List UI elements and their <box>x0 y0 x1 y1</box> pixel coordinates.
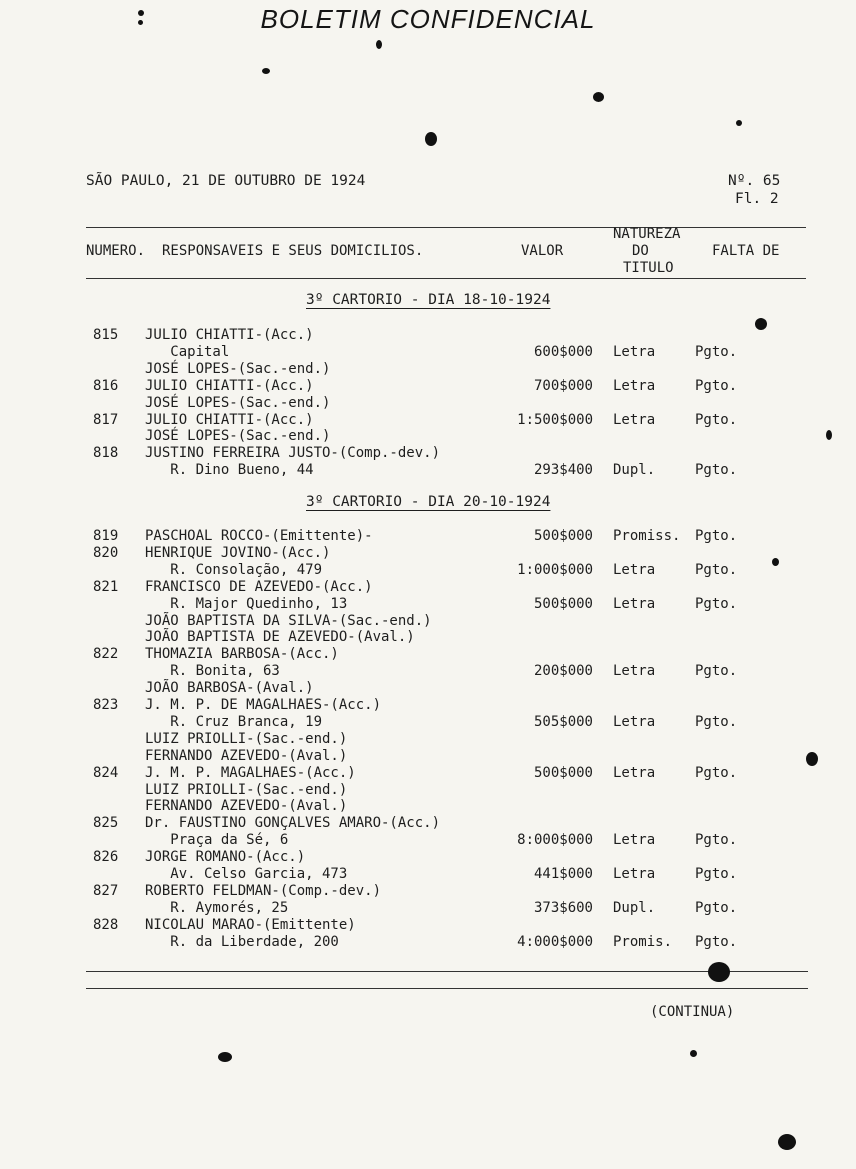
bulletin-number: Nº. 65 <box>728 173 781 189</box>
entry-number: 821 <box>93 578 119 595</box>
entry-responsible: R. Major Quedinho, 13 <box>145 595 348 612</box>
entry-responsible: JOSÉ LOPES-(Sac.-end.) <box>145 360 331 377</box>
ink-speck <box>593 92 604 102</box>
table-row <box>0 714 856 732</box>
table-row <box>0 528 856 546</box>
table-row <box>0 596 856 614</box>
ink-speck <box>772 558 779 566</box>
table-row <box>0 327 856 345</box>
entry-falta: Pgto. <box>695 343 738 360</box>
entry-falta: Pgto. <box>695 899 738 916</box>
entry-responsible: HENRIQUE JOVINO-(Acc.) <box>145 544 331 561</box>
ink-speck <box>138 20 143 25</box>
entry-responsible: JOÃO BARBOSA-(Aval.) <box>145 680 314 697</box>
entry-responsible: LUIZ PRIOLLI-(Sac.-end.) <box>145 781 348 798</box>
entry-responsible: JOSÉ LOPES-(Sac.-end.) <box>145 428 331 445</box>
table-row <box>0 412 856 430</box>
ink-speck <box>736 120 742 126</box>
entry-valor: 200$000 <box>533 663 593 680</box>
entry-natureza: Letra <box>613 764 656 781</box>
entry-falta: Pgto. <box>695 528 738 544</box>
entry-falta: Pgto. <box>695 595 738 612</box>
entry-responsible: PASCHOAL ROCCO-(Emittente)- <box>145 528 373 544</box>
table-row <box>0 562 856 580</box>
entry-valor: 600$000 <box>533 343 593 360</box>
table-row <box>0 731 856 749</box>
entry-responsible: LUIZ PRIOLLI-(Sac.-end.) <box>145 730 348 747</box>
entry-natureza: Letra <box>613 343 656 360</box>
table-row <box>0 934 856 952</box>
entry-responsible: JORGE ROMANO-(Acc.) <box>145 849 306 866</box>
entry-responsible: JUSTINO FERREIRA JUSTO-(Comp.-dev.) <box>145 445 441 462</box>
entry-falta: Pgto. <box>695 933 738 950</box>
entry-responsible: R. Bonita, 63 <box>145 663 280 680</box>
entry-number: 828 <box>93 916 119 933</box>
table-row <box>0 680 856 698</box>
table-row <box>0 798 856 816</box>
entry-natureza: Promiss. <box>613 528 681 544</box>
entry-responsible: THOMAZIA BARBOSA-(Acc.) <box>145 646 339 663</box>
entry-number: 826 <box>93 849 119 866</box>
col-header-titulo: TITULO <box>623 260 674 276</box>
entry-falta: Pgto. <box>695 663 738 680</box>
entry-number: 816 <box>93 377 119 394</box>
table-row <box>0 646 856 664</box>
entry-number: 822 <box>93 646 119 663</box>
entry-responsible: J. M. P. DE MAGALHAES-(Acc.) <box>145 697 382 713</box>
entry-natureza: Dupl. <box>613 462 656 479</box>
entry-number: 827 <box>93 882 119 899</box>
table-row <box>0 545 856 563</box>
entry-falta: Pgto. <box>695 764 738 781</box>
header-top-rule <box>86 227 806 228</box>
entry-responsible: JULIO CHIATTI-(Acc.) <box>145 411 314 428</box>
entry-valor: 4:000$000 <box>517 933 593 950</box>
entry-valor: 441$000 <box>533 866 593 882</box>
entry-falta: Pgto. <box>695 866 738 882</box>
entry-responsible: R. Consolação, 479 <box>145 561 323 578</box>
entry-falta: Pgto. <box>695 462 738 479</box>
entry-natureza: Letra <box>613 411 656 428</box>
entry-responsible: R. Cruz Branca, 19 <box>145 713 323 730</box>
entry-valor: 373$600 <box>533 899 593 916</box>
ink-speck <box>425 132 437 146</box>
entry-falta: Pgto. <box>695 713 738 730</box>
table-row <box>0 361 856 379</box>
entry-falta: Pgto. <box>695 377 738 394</box>
table-row <box>0 832 856 850</box>
table-row <box>0 428 856 446</box>
entry-responsible: Av. Celso Garcia, 473 <box>145 866 348 882</box>
col-header-valor: VALOR <box>521 243 564 259</box>
document-title: BOLETIM CONFIDENCIAL <box>260 4 596 34</box>
entry-valor: 1:500$000 <box>517 411 593 428</box>
entry-responsible: Capital <box>145 343 230 360</box>
ink-speck <box>138 10 144 16</box>
table-row <box>0 883 856 901</box>
entry-responsible: JOSÉ LOPES-(Sac.-end.) <box>145 394 331 411</box>
table-row <box>0 765 856 783</box>
entry-number: 815 <box>93 327 119 343</box>
entry-valor: 500$000 <box>533 595 593 612</box>
table-row <box>0 378 856 396</box>
entry-responsible: Dr. FAUSTINO GONÇALVES AMARO-(Acc.) <box>145 815 441 832</box>
entry-responsible: JULIO CHIATTI-(Acc.) <box>145 377 314 394</box>
ink-speck <box>690 1050 697 1057</box>
entry-responsible: JULIO CHIATTI-(Acc.) <box>145 327 314 343</box>
entry-responsible: JOÃO BAPTISTA DA SILVA-(Sac.-end.) <box>145 612 432 629</box>
ink-speck <box>755 318 767 330</box>
entry-responsible: J. M. P. MAGALHAES-(Acc.) <box>145 764 356 781</box>
entry-falta: Pgto. <box>695 561 738 578</box>
ink-speck <box>826 430 832 440</box>
entry-natureza: Letra <box>613 377 656 394</box>
entry-natureza: Letra <box>613 561 656 578</box>
table-row <box>0 782 856 800</box>
table-row <box>0 663 856 681</box>
table-row <box>0 849 856 867</box>
entry-valor: 8:000$000 <box>517 832 593 849</box>
entry-responsible: R. Aymorés, 25 <box>145 899 289 916</box>
entry-responsible: Praça da Sé, 6 <box>145 832 289 849</box>
entry-valor: 505$000 <box>533 713 593 730</box>
table-row <box>0 613 856 631</box>
entry-valor: 500$000 <box>533 528 593 544</box>
table-row <box>0 462 856 480</box>
section-heading-1: 3º CARTORIO - DIA 18-10-1924 <box>306 292 551 308</box>
entry-number: 820 <box>93 544 119 561</box>
entry-natureza: Letra <box>613 595 656 612</box>
entry-number: 817 <box>93 411 119 428</box>
entry-natureza: Dupl. <box>613 899 656 916</box>
entry-falta: Pgto. <box>695 411 738 428</box>
entry-number: 819 <box>93 528 119 544</box>
col-header-do: DO <box>632 243 649 259</box>
entry-number: 818 <box>93 445 119 462</box>
entry-number: 825 <box>93 815 119 832</box>
entry-natureza: Letra <box>613 832 656 849</box>
table-row <box>0 917 856 935</box>
entry-valor: 700$000 <box>533 377 593 394</box>
ink-speck <box>262 68 270 74</box>
ink-stain <box>708 962 730 982</box>
section-heading-2: 3º CARTORIO - DIA 20-10-1924 <box>306 494 551 510</box>
bottom-rule-2 <box>86 988 808 989</box>
ink-stain <box>778 1134 796 1150</box>
dateline: SÃO PAULO, 21 DE OUTUBRO DE 1924 <box>86 173 366 189</box>
entry-responsible: FERNANDO AZEVEDO-(Aval.) <box>145 798 348 815</box>
table-row <box>0 344 856 362</box>
entry-natureza: Letra <box>613 663 656 680</box>
header-bottom-rule <box>86 278 806 279</box>
col-header-responsaveis: RESPONSAVEIS E SEUS DOMICILIOS. <box>162 243 424 259</box>
entry-number: 824 <box>93 764 119 781</box>
entry-number: 823 <box>93 697 119 713</box>
entry-natureza: Letra <box>613 866 656 882</box>
entry-falta: Pgto. <box>695 832 738 849</box>
table-row <box>0 445 856 463</box>
entry-natureza: Promis. <box>613 933 673 950</box>
table-row <box>0 900 856 918</box>
table-row <box>0 629 856 647</box>
ink-speck <box>376 40 382 49</box>
table-row <box>0 579 856 597</box>
entry-responsible: JOÃO BAPTISTA DE AZEVEDO-(Aval.) <box>145 629 415 646</box>
entry-natureza: Letra <box>613 713 656 730</box>
col-header-natureza: NATUREZA <box>613 226 681 242</box>
bottom-rule-1 <box>86 971 808 972</box>
entry-valor: 1:000$000 <box>517 561 593 578</box>
entry-responsible: FERNANDO AZEVEDO-(Aval.) <box>145 747 348 764</box>
table-row <box>0 395 856 413</box>
ink-speck <box>806 752 818 766</box>
sheet-number: Fl. 2 <box>735 191 779 207</box>
continua-note: (CONTINUA) <box>650 1004 735 1020</box>
table-row <box>0 748 856 766</box>
entry-responsible: R. Dino Bueno, 44 <box>145 462 314 479</box>
col-header-numero: NUMERO. <box>86 243 146 259</box>
table-row <box>0 866 856 884</box>
ink-speck <box>218 1052 232 1062</box>
col-header-falta: FALTA DE <box>712 243 780 259</box>
entry-valor: 293$400 <box>533 462 593 479</box>
table-row <box>0 815 856 833</box>
entry-valor: 500$000 <box>533 764 593 781</box>
entry-responsible: R. da Liberdade, 200 <box>145 933 339 950</box>
entry-responsible: ROBERTO FELDMAN-(Comp.-dev.) <box>145 882 382 899</box>
entry-responsible: FRANCISCO DE AZEVEDO-(Acc.) <box>145 578 373 595</box>
table-row <box>0 697 856 715</box>
entry-responsible: NICOLAU MARAO-(Emittente) <box>145 916 356 933</box>
